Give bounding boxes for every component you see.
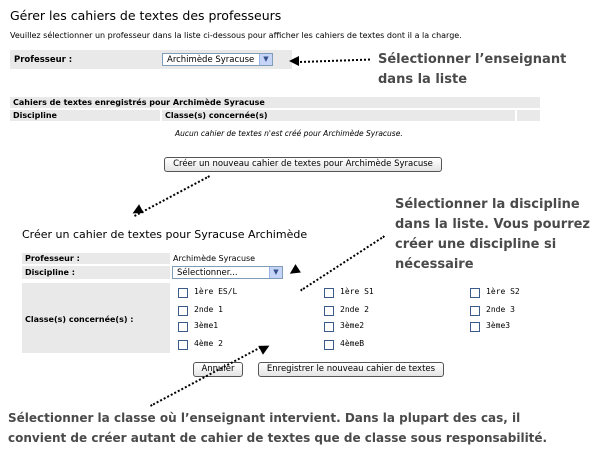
- intro-text: Veuillez sélectionner un professeur dans la liste ci-dessous pour afficher les cahiers de textes dont il a la charge.: [10, 31, 462, 40]
- class-checkbox[interactable]: [324, 306, 334, 316]
- class-checkbox[interactable]: [178, 288, 188, 298]
- class-checkbox[interactable]: [324, 322, 334, 332]
- class-checkbox[interactable]: [178, 322, 188, 332]
- professeur-select-value: Archimède Syracuse: [167, 55, 255, 65]
- annotation-select-discipline: [395, 195, 590, 275]
- chevron-down-icon[interactable]: ▼: [269, 267, 282, 278]
- chevron-down-icon[interactable]: ▼: [259, 54, 272, 65]
- col-discipline: Discipline: [13, 111, 57, 120]
- form-classes-label: Classe(s) concernée(s) :: [25, 315, 134, 324]
- col-divider: [515, 110, 517, 121]
- class-checkbox[interactable]: [470, 306, 480, 316]
- class-checkbox[interactable]: [470, 288, 480, 298]
- dotted-arrow-teacher: [300, 59, 370, 63]
- cahiers-table-heading: Cahiers de textes enregistrés pour Archimède Syracuse: [13, 98, 265, 107]
- annotation-select-teacher: [378, 50, 566, 90]
- class-checkbox-label: 1ère S2: [486, 287, 520, 296]
- form-prof-row: [22, 253, 170, 264]
- col-divider: [160, 110, 162, 121]
- annotation-line: nécessaire: [395, 257, 474, 272]
- annotation-select-class: [8, 408, 547, 448]
- annotation-line: créer une discipline si: [395, 237, 557, 252]
- class-checkbox[interactable]: [178, 306, 188, 316]
- create-cahier-button[interactable]: Créer un nouveau cahier de textes pour Archimède Syracuse: [164, 157, 442, 172]
- cahiers-table-colheads: [10, 110, 540, 121]
- class-checkbox[interactable]: [324, 288, 334, 298]
- form-disc-label: Discipline :: [25, 268, 75, 277]
- form-prof-label: Professeur :: [25, 254, 80, 263]
- class-checkbox-label: 2nde 3: [486, 305, 515, 314]
- empty-message: Aucun cahier de textes n'est créé pour Archimède Syracuse.: [175, 129, 403, 138]
- annotation-line: Sélectionner l’enseignant: [378, 52, 567, 67]
- class-checkbox-label: 2nde 1: [194, 305, 223, 314]
- class-checkbox-label: 4ème 2: [194, 339, 223, 348]
- dotted-arrow-class: [150, 346, 261, 406]
- class-checkbox[interactable]: [470, 322, 480, 332]
- arrowhead-icon: [130, 204, 144, 218]
- annotation-line: Sélectionner la classe où l’enseignant intervient. Dans la plupart des cas, il: [8, 411, 521, 425]
- class-checkbox-label: 4èmeB: [340, 339, 365, 348]
- page-title: Gérer les cahiers de textes des professeurs: [10, 8, 282, 23]
- dotted-arrow-discipline: [300, 235, 385, 291]
- col-classes: Classe(s) concernée(s): [165, 111, 268, 120]
- discipline-select-value: Sélectionner...: [177, 268, 238, 278]
- class-checkbox-label: 2nde 2: [340, 305, 369, 314]
- class-checkbox[interactable]: [324, 340, 334, 350]
- save-cahier-button[interactable]: Enregistrer le nouveau cahier de textes: [258, 362, 444, 377]
- class-checkbox-label: 1ère ES/L: [194, 287, 238, 296]
- discipline-select[interactable]: [172, 266, 283, 279]
- class-checkbox[interactable]: [178, 340, 188, 350]
- form-classes-row: [22, 283, 170, 353]
- arrowhead-icon: [258, 341, 272, 355]
- annotation-line: Sélectionner la discipline: [395, 197, 580, 212]
- arrowhead-icon: [289, 56, 299, 66]
- dotted-arrow-create: [134, 175, 210, 217]
- class-checkbox-label: 3ème1: [194, 321, 219, 330]
- annotation-line: dans la liste. Vous pourrez: [395, 217, 590, 232]
- class-checkbox-label: 1ère S1: [340, 287, 374, 296]
- professeur-select[interactable]: [162, 53, 273, 66]
- class-checkbox-label: 3ème2: [340, 321, 365, 330]
- form-disc-row: [22, 266, 170, 279]
- annotation-line: convient de créer autant de cahier de textes que de classe sous responsabilité.: [8, 431, 548, 445]
- cancel-button[interactable]: Annuler: [193, 362, 243, 377]
- arrowhead-icon: [287, 264, 301, 278]
- annotation-line: dans la liste: [378, 72, 468, 87]
- form-prof-value: Archimède Syracuse: [173, 254, 256, 263]
- cahiers-table-header: [10, 97, 540, 108]
- professeur-label: Professeur :: [14, 55, 73, 65]
- class-checkbox-label: 3ème3: [486, 321, 511, 330]
- form-title: Créer un cahier de textes pour Syracuse Archimède: [22, 228, 308, 241]
